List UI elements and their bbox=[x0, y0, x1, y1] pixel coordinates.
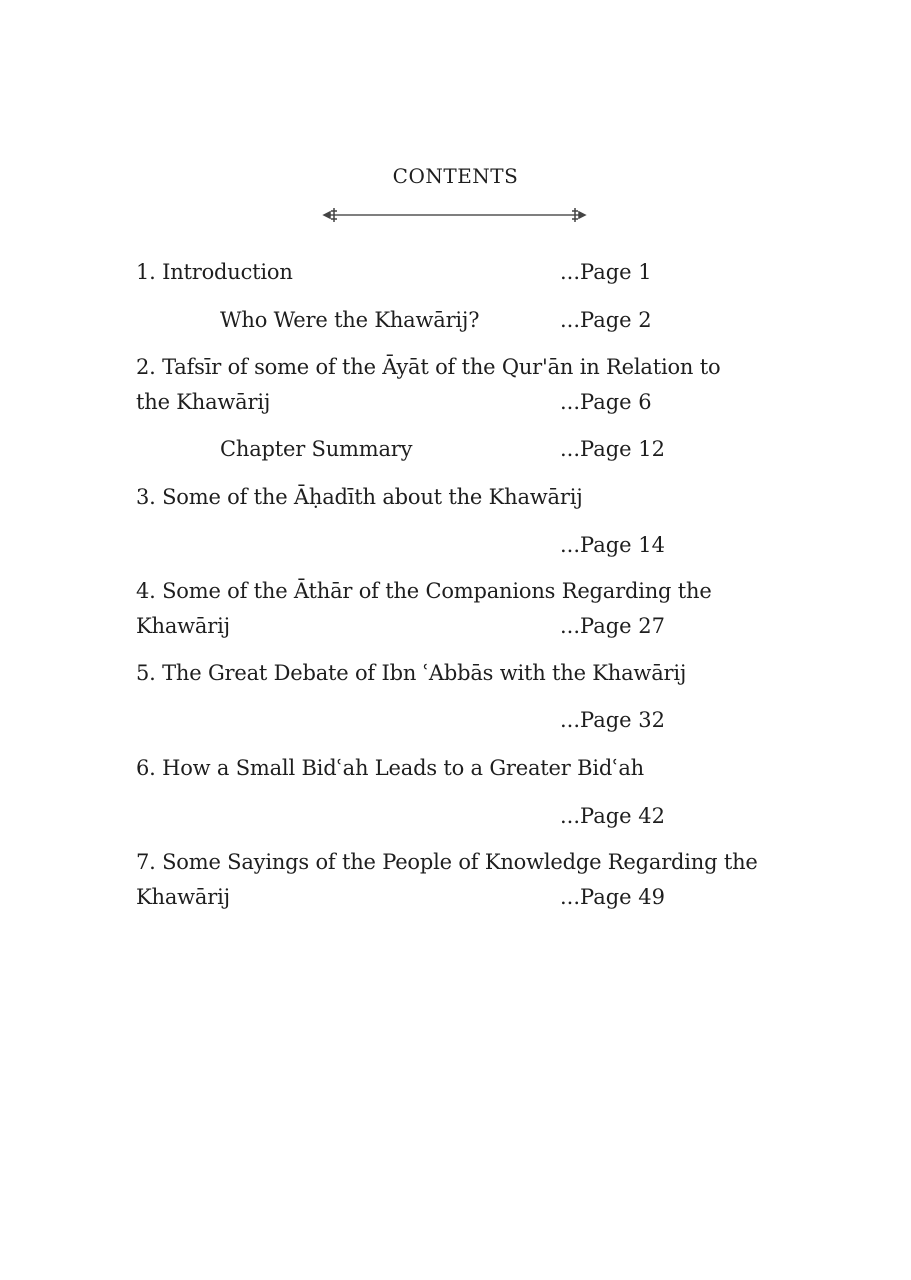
entry-title-line1: 4. Some of the Āthār of the Companions Regarding the bbox=[136, 579, 712, 603]
page-title: CONTENTS bbox=[392, 164, 519, 188]
entry-title-line2: the Khawārij bbox=[136, 390, 271, 414]
entry-title: 5. The Great Debate of Ibn ʿAbbās with the Khawārij bbox=[136, 661, 687, 685]
entry-page: ...Page 42 bbox=[560, 804, 665, 828]
entry-title: 1. Introduction bbox=[136, 260, 293, 284]
entry-page: ...Page 6 bbox=[560, 390, 652, 414]
entry-page: ...Page 49 bbox=[560, 885, 665, 909]
entry-title-line1: 7. Some Sayings of the People of Knowledge Regarding the bbox=[136, 850, 758, 874]
entry-title: 3. Some of the Āḥadīth about the Khawārij bbox=[136, 485, 583, 509]
entry-page: ...Page 14 bbox=[560, 533, 665, 557]
entry-page: ...Page 27 bbox=[560, 614, 665, 638]
entry-page: ...Page 12 bbox=[560, 437, 665, 461]
entry-title: Who Were the Khawārij? bbox=[220, 308, 480, 332]
entry-page: ...Page 32 bbox=[560, 708, 665, 732]
entry-title-line2: Khawārij bbox=[136, 885, 230, 909]
entry-title-line1: 2. Tafsīr of some of the Āyāt of the Qur'ān in Relation to bbox=[136, 355, 721, 379]
entry-page: ...Page 1 bbox=[560, 260, 652, 284]
entry-title: Chapter Summary bbox=[220, 437, 413, 461]
entry-title-line2: Khawārij bbox=[136, 614, 230, 638]
entry-title: 6. How a Small Bidʿah Leads to a Greater Bidʿah bbox=[136, 756, 644, 780]
entry-page: ...Page 2 bbox=[560, 308, 652, 332]
ornamental-divider bbox=[322, 204, 587, 226]
